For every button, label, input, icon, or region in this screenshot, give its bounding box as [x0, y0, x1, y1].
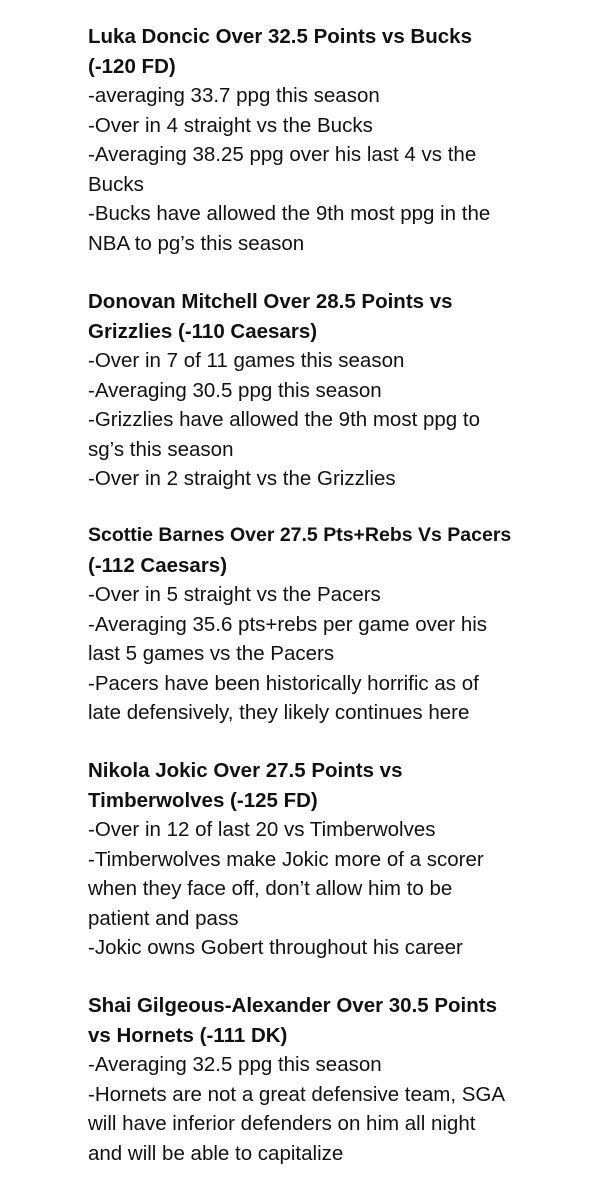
pick-scottie-barnes [88, 521, 608, 728]
pick-note: -Over in 7 of 11 games this season [88, 349, 405, 372]
pick-note: -Hornets are not a great defensive team, SGA [88, 1082, 506, 1106]
pick-note: late defensively, they likely continues here [88, 701, 470, 724]
pick-title: (-120 FD) [88, 54, 176, 78]
pick-title: vs Hornets (-111 DK) [88, 1023, 288, 1047]
pick-note: and will be able to capitalize [88, 1141, 344, 1165]
pick-title: (-112 Caesars) [88, 553, 228, 577]
pick-title: Donovan Mitchell Over 28.5 Points vs [88, 290, 453, 313]
pick-note: when they face off, don’t allow him to be [88, 877, 453, 900]
pick-note: -averaging 33.7 ppg this season [88, 84, 380, 107]
pick-title: Timberwolves (-125 FD) [88, 788, 318, 812]
pick-note: -Over in 2 straight vs the Grizzlies [88, 467, 396, 490]
pick-note: -Jokic owns Gobert throughout his career [88, 936, 463, 959]
pick-title: Grizzlies (-110 Caesars) [88, 319, 318, 343]
pick-note: -Over in 4 straight vs the Bucks [88, 113, 373, 137]
pick-luka-doncic [88, 22, 608, 258]
pick-note: -Pacers have been historically horrific as of [88, 671, 479, 695]
pick-note: patient and pass [88, 906, 239, 930]
pick-note: -Averaging 32.5 ppg this season [88, 1053, 382, 1076]
pick-note: last 5 games vs the Pacers [88, 642, 335, 665]
pick-note: -Over in 12 of last 20 vs Timberwolves [88, 818, 436, 841]
pick-note: NBA to pg’s this season [88, 231, 305, 255]
pick-title: Luka Doncic Over 32.5 Points vs Bucks [88, 25, 472, 48]
pick-title: Nikola Jokic Over 27.5 Points vs [88, 759, 403, 782]
pick-note: sg’s this season [88, 437, 234, 461]
pick-note: -Averaging 30.5 ppg this season [88, 378, 382, 402]
pick-note: will have inferior defenders on him all night [88, 1112, 476, 1135]
pick-note: -Bucks have allowed the 9th most ppg in the [88, 202, 491, 225]
pick-nikola-jokic [88, 756, 608, 963]
pick-note: Bucks [88, 172, 144, 196]
pick-note: -Averaging 35.6 pts+rebs per game over his [88, 612, 488, 636]
pick-note: -Grizzlies have allowed the 9th most ppg to [88, 408, 480, 431]
pick-note: -Over in 5 straight vs the Pacers [88, 583, 381, 606]
pick-note: -Timberwolves make Jokic more of a scorer [88, 847, 484, 871]
pick-title: Scottie Barnes Over 27.5 Pts+Rebs Vs Pacers [88, 524, 512, 546]
pick-note: -Averaging 38.25 ppg over his last 4 vs the [88, 143, 477, 166]
pick-shai-gilgeous-alexander [88, 991, 608, 1168]
pick-title: Shai Gilgeous-Alexander Over 30.5 Points [88, 994, 497, 1017]
pick-donovan-mitchell [88, 287, 608, 494]
